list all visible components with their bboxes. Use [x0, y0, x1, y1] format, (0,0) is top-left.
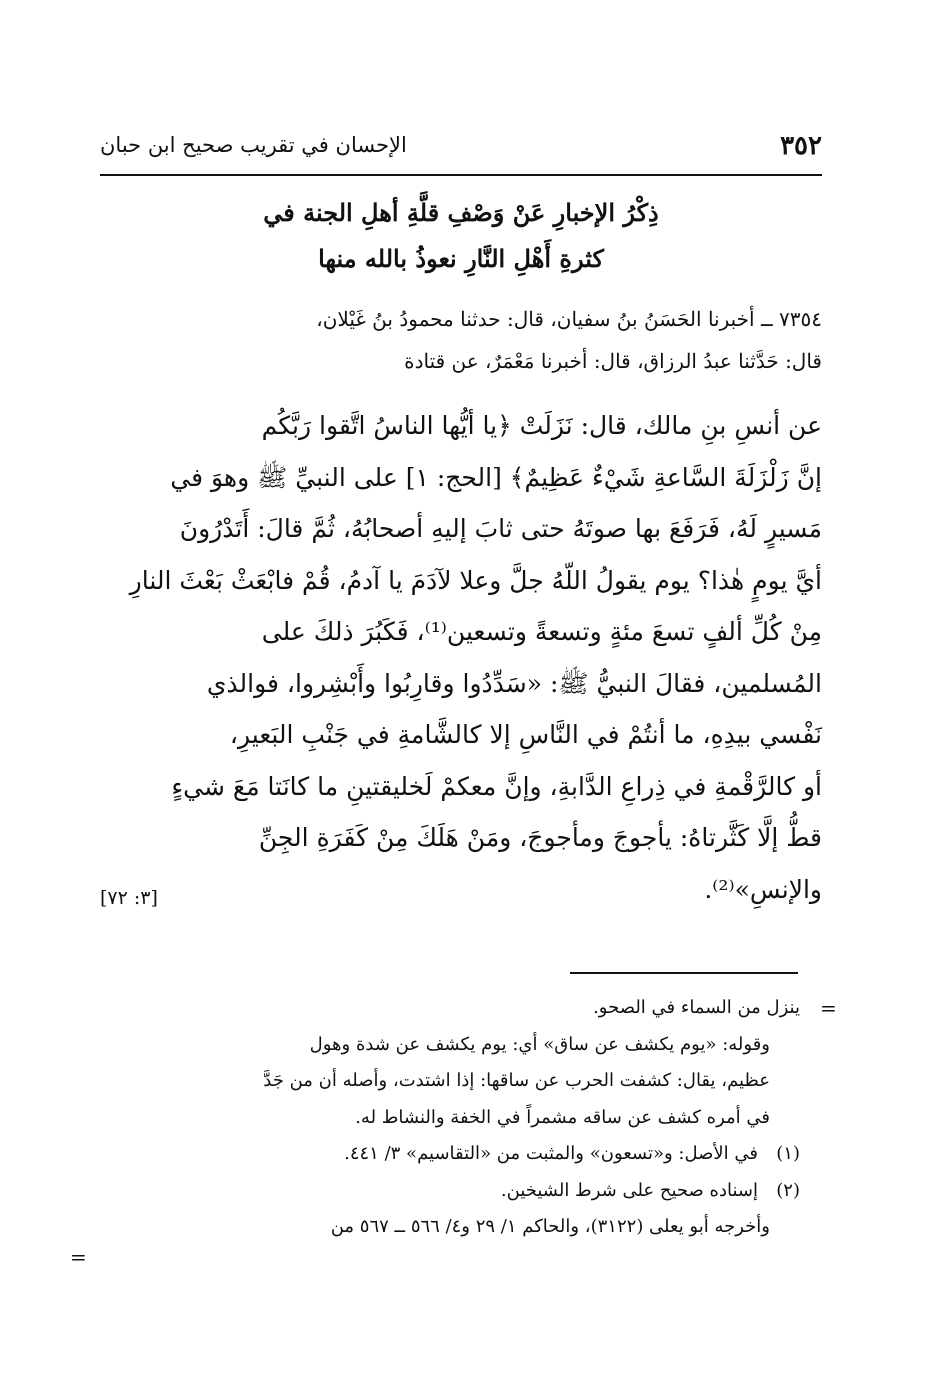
hadith-isnad: [100, 298, 822, 382]
hadith-line: المُسلمين، فقالَ النبيُّ ﷺ: «سَدِّدُوا وقارِبُوا وأَبْشِروا، فوالذي: [206, 668, 822, 698]
hadith-text: [100, 400, 822, 915]
hadith-line: مِنْ كُلِّ ألفٍ تسعَ مئةٍ وتسعةً وتسعين⁽¹⁾، فَكَبُرَ ذلكَ على: [261, 617, 822, 646]
running-title: الإحسان في تقريب صحيح ابن حبان: [100, 133, 407, 157]
hadith-line: أيَّ يومٍ هٰذا؟ يوم يقولُ اللّهُ جلَّ وعلا لآدَمَ يا آدمُ، قُمْ فابْعَثْ بَعْثَ النارِ: [129, 565, 822, 595]
note-line: عظيم، يقال: كشفت الحرب عن ساقها: إذا اشتدت، وأصله أن من جَدَّ: [263, 1070, 770, 1091]
chapter-heading: [100, 190, 822, 282]
continuation-mark: =: [820, 996, 837, 1020]
footnote-item: [100, 1136, 800, 1173]
chapter-heading-line: ذِكْرُ الإخبارِ عَنْ وَصْفِ قلَّةِ أهلِ الجنة في: [263, 198, 659, 227]
footnote-divider: [570, 972, 798, 974]
footnote-text: في الأصل: و«تسعون» والمثبت من «التقاسيم» ٣/ ٤٤١.: [344, 1143, 758, 1164]
isnad-line: قال: حَدَّثنا عبدُ الرزاق، قال: أخبرنا مَعْمَرٌ، عن قتادة: [404, 349, 822, 373]
note-line: في أمره كشف عن ساقه مشمراً في الخفة والنشاط له.: [355, 1106, 770, 1128]
hadith-line: نَفْسي بيدِهِ، ما أنتُمْ في النَّاسِ إلا كالشَّامةِ في جَنْبِ البَعيرِ،: [229, 720, 822, 749]
hadith-grade-reference: [٣: ٧٢]: [100, 887, 158, 909]
page-header: [100, 125, 822, 173]
hadith-line: قطُّ إلَّا كَثَّرتاهُ: يأجوجَ ومأجوجَ، ومَنْ هَلَكَ مِنْ كَفَرَةِ الجِنِّ: [258, 823, 822, 852]
isnad-line: ٧٣٥٤ ــ أخبرنا الحَسَنُ بنُ سفيان، قال: حدثنا محمودُ بنُ غَيْلان،: [316, 307, 822, 331]
chapter-heading-line: كثرةِ أَهْلِ النَّارِ نعوذُ بالله منها: [318, 244, 604, 273]
note-line: ينزل من السماء في الصحو.: [593, 997, 800, 1018]
hadith-line: عن أنسِ بنِ مالك، قال: نَزَلَتْ ﴿يا أيُّها الناسُ اتَّقوا رَبَّكُم: [261, 411, 822, 440]
footnote-text: إسناده صحيح على شرط الشيخين.: [500, 1179, 758, 1201]
note-line: وقوله: «يوم يكشف عن ساق» أي: يوم يكشف عن شدة وهول: [309, 1033, 770, 1055]
footnote-item: [100, 1173, 800, 1210]
footnote-number: (٢): [776, 1179, 800, 1201]
hadith-line: مَسيرٍ لَهُ، فَرَفَعَ بها صوتَهُ حتى ثابَ إليهِ أصحابُهُ، ثُمَّ قالَ: أَتَدْرُونَ: [179, 514, 822, 543]
header-divider: [100, 174, 822, 176]
footnote-number: (١): [776, 1143, 800, 1164]
page-number: ٣٥٢: [780, 131, 822, 161]
hadith-line: أو كالرَّقْمةِ في ذِراعِ الدَّابةِ، وإنَّ معكمْ لَخليقتينِ ما كانَتا مَعَ شيءٍ: [171, 771, 822, 801]
hadith-line: والإنسِ»⁽²⁾.: [704, 874, 822, 904]
end-continuation-mark: =: [70, 1245, 87, 1269]
footnotes: [100, 990, 800, 1246]
note-line: وأخرجه أبو يعلى (٣١٢٢)، والحاكم ١/ ٢٩ و٤/ ٥٦٦ ــ ٥٦٧ من: [330, 1216, 770, 1237]
hadith-line: إنَّ زَلْزَلَةَ السَّاعةِ شَيْءٌ عَظِيمٌ﴾ [الحج: ١] على النبيِّ ﷺ وهوَ في: [170, 462, 822, 492]
